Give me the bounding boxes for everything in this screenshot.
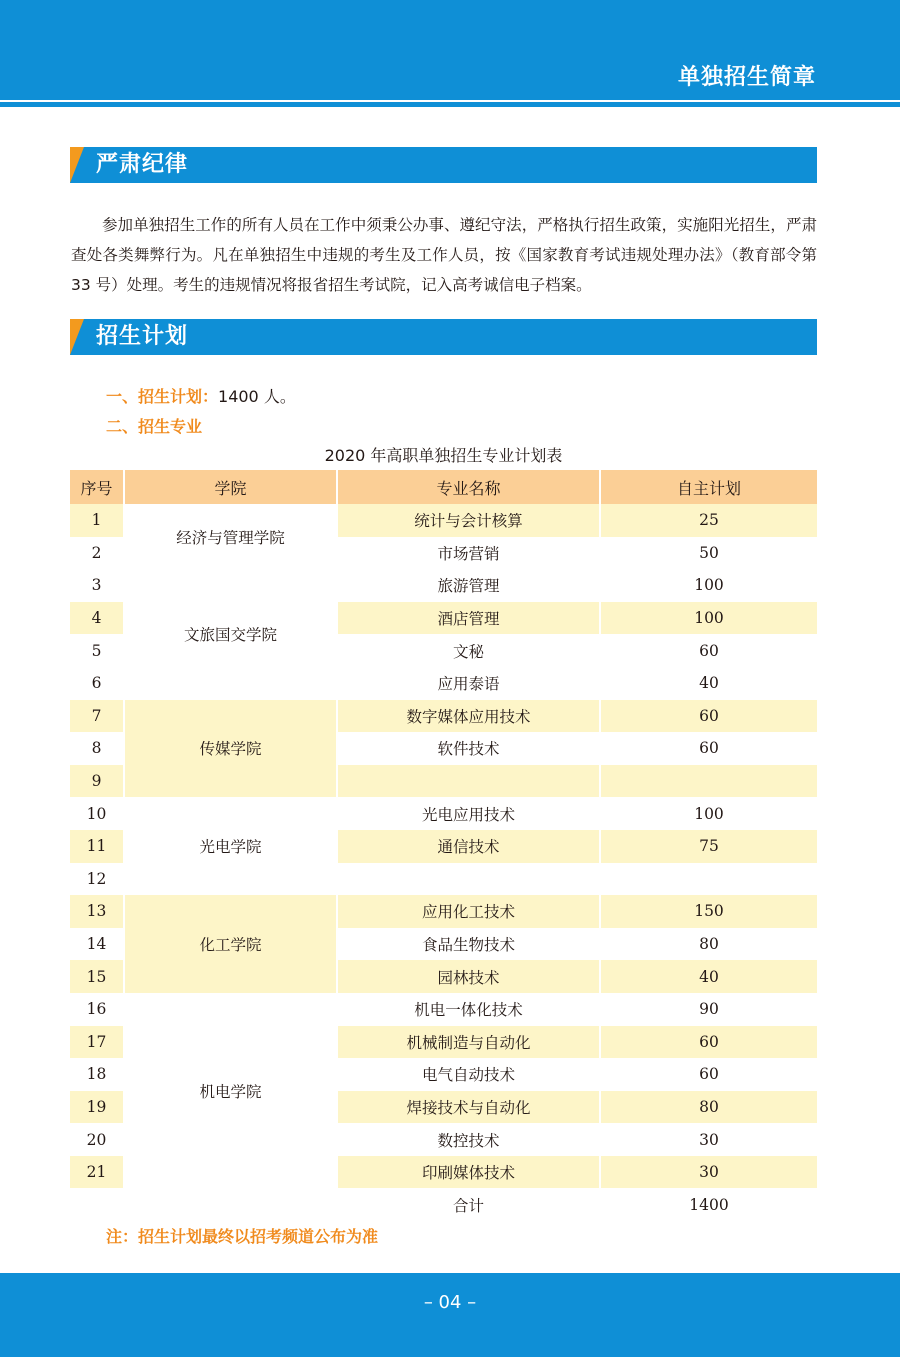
plan-cell: 40 [600,960,817,993]
note: 注：招生计划最终以招考频道公布为准 [106,1227,379,1246]
table-row [70,797,817,830]
row-number: 7 [70,700,124,733]
row-number: 18 [70,1058,124,1091]
majors-line [106,416,202,438]
discipline-paragraph: 参加单独招生工作的所有人员在工作中须秉公办事、遵纪守法，严格执行招生政策，实施阳光招生，严肃查处各类舞弊行为。凡在单独招生中违规的考生及工作人员，按《国家教育考试违规处理办法》（教育部令第 33 号）处理。考生的违规情况将报省招生考试院，记入高考诚信电子档案。 [71,216,817,294]
major-cell: 软件技术 [337,732,600,765]
major-cell: 机电一体化技术 [337,993,600,1026]
total-blank [70,1188,124,1221]
row-number: 6 [70,667,124,700]
table-row [70,504,817,537]
plan-cell: 60 [600,1026,817,1059]
school-cell: 文旅国交学院 [124,569,337,699]
major-cell: 光电应用技术 [337,797,600,830]
plan-cell: 25 [600,504,817,537]
total-value: 1400 [600,1188,817,1221]
enrollment-plan-table [70,470,817,1221]
table-header-row [70,470,817,504]
major-cell: 应用泰语 [337,667,600,700]
section-title: 严肃纪律 [96,152,189,177]
row-number: 17 [70,1026,124,1059]
table-row [70,895,817,928]
row-number: 14 [70,928,124,961]
heading-accent [70,319,84,355]
row-number: 12 [70,863,124,896]
plan-cell: 80 [600,1091,817,1124]
major-cell: 电气自动技术 [337,1058,600,1091]
plan-cell: 100 [600,797,817,830]
row-number: 15 [70,960,124,993]
school-cell: 光电学院 [124,797,337,895]
plan-cell: 60 [600,1058,817,1091]
major-cell: 通信技术 [337,830,600,863]
plan-total-line [106,386,296,408]
total-label: 合计 [337,1188,600,1221]
row-number: 21 [70,1156,124,1189]
plan-cell [600,863,817,896]
header-cell: 专业名称 [337,470,600,504]
plan-total-label: 一、招生计划： [106,387,219,406]
header-rule [0,102,900,107]
row-number: 11 [70,830,124,863]
section-heading-plan [70,319,817,355]
plan-cell: 80 [600,928,817,961]
row-number: 19 [70,1091,124,1124]
row-number: 20 [70,1123,124,1156]
plan-cell: 30 [600,1156,817,1189]
section-heading-discipline [70,147,817,183]
major-cell: 数字媒体应用技术 [337,700,600,733]
plan-cell: 40 [600,667,817,700]
plan-cell [600,765,817,798]
school-cell: 化工学院 [124,895,337,993]
major-cell [337,863,600,896]
table-row [70,700,817,733]
major-cell: 应用化工技术 [337,895,600,928]
row-number: 2 [70,537,124,570]
major-cell [337,765,600,798]
section-title: 招生计划 [96,324,189,349]
row-number: 5 [70,634,124,667]
row-number: 3 [70,569,124,602]
majors-label: 二、招生专业 [106,417,203,436]
major-cell: 机械制造与自动化 [337,1026,600,1059]
major-cell: 数控技术 [337,1123,600,1156]
plan-cell: 75 [600,830,817,863]
major-cell: 园林技术 [337,960,600,993]
header-cell: 序号 [70,470,124,504]
footer-band [0,1273,900,1357]
heading-accent [70,147,84,183]
row-number: 13 [70,895,124,928]
major-cell: 文秘 [337,634,600,667]
plan-cell: 100 [600,602,817,635]
row-number: 16 [70,993,124,1026]
school-cell: 传媒学院 [124,700,337,798]
header-cell: 学院 [124,470,337,504]
plan-cell: 30 [600,1123,817,1156]
plan-cell: 150 [600,895,817,928]
plan-cell: 60 [600,634,817,667]
header-cell: 自主计划 [600,470,817,504]
table-row [70,993,817,1026]
school-cell: 机电学院 [124,993,337,1189]
page-number: – 04 – [423,1292,477,1313]
plan-cell: 100 [600,569,817,602]
row-number: 8 [70,732,124,765]
major-cell: 食品生物技术 [337,928,600,961]
plan-cell: 60 [600,732,817,765]
brand-title: 单独招生简章 [677,65,816,90]
row-number: 1 [70,504,124,537]
major-cell: 旅游管理 [337,569,600,602]
major-cell: 酒店管理 [337,602,600,635]
plan-total-value: 1400 人。 [218,387,296,406]
school-cell: 经济与管理学院 [124,504,337,569]
major-cell: 焊接技术与自动化 [337,1091,600,1124]
plan-cell: 60 [600,700,817,733]
plan-cell: 50 [600,537,817,570]
major-cell: 印刷媒体技术 [337,1156,600,1189]
total-blank [124,1188,337,1221]
table-total-row [70,1188,817,1221]
row-number: 4 [70,602,124,635]
row-number: 10 [70,797,124,830]
table-title: 2020 年高职单独招生专业计划表 [324,446,563,465]
plan-cell: 90 [600,993,817,1026]
major-cell: 市场营销 [337,537,600,570]
major-cell: 统计与会计核算 [337,504,600,537]
row-number: 9 [70,765,124,798]
table-row [70,569,817,602]
